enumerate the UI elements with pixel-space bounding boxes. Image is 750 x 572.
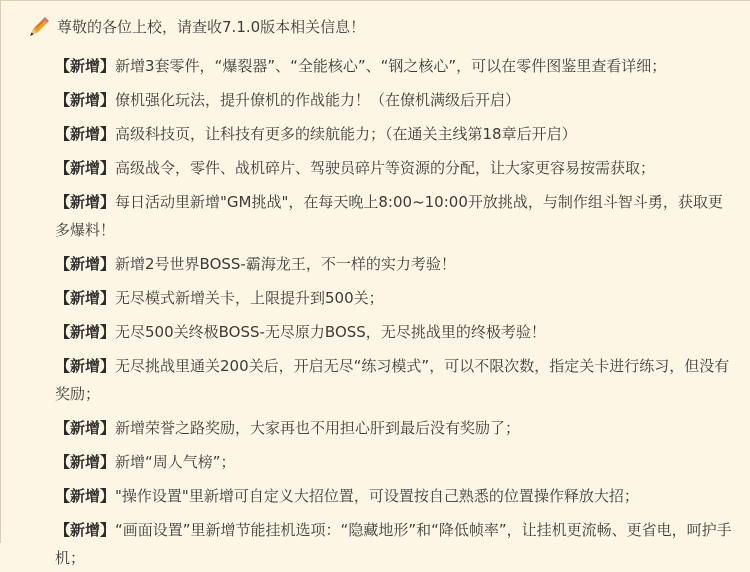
- item-tag: 【新增】: [55, 159, 116, 177]
- list-item: [55, 154, 736, 182]
- list-item: [55, 352, 736, 408]
- item-text: 每日活动里新增"GM挑战"，在每天晚上8:00~10:00开放挑战，与制作组斗智斗勇，获取更多爆料！: [55, 193, 723, 239]
- item-text: 高级科技页，让科技有更多的续航能力；（在通关主线第18章后开启）: [115, 125, 577, 143]
- item-tag: 【新增】: [55, 323, 116, 341]
- item-text: “画面设置”里新增节能挂机选项：“隐藏地形”和“降低帧率”，让挂机更流畅、更省电，呵护手机；: [55, 521, 732, 567]
- list-item: [55, 52, 736, 80]
- pencil-icon: [27, 15, 51, 39]
- item-tag: 【新增】: [55, 357, 116, 375]
- list-item: [55, 284, 736, 312]
- notice-greeting: 尊敬的各位上校，请查收7.1.0版本相关信息！: [57, 18, 366, 36]
- item-text: 无尽模式新增关卡，上限提升到500关；: [115, 289, 384, 307]
- item-text: 僚机强化玩法，提升僚机的作战能力！（在僚机满级后开启）: [115, 91, 521, 109]
- list-item: [55, 188, 736, 244]
- item-tag: 【新增】: [55, 91, 116, 109]
- item-tag: 【新增】: [55, 487, 116, 505]
- item-text: 新增2号世界BOSS-霸海龙王，不一样的实力考验！: [115, 255, 456, 273]
- list-item: [55, 318, 736, 346]
- item-tag: 【新增】: [55, 453, 116, 471]
- list-item: [55, 516, 736, 572]
- item-text: 无尽挑战里通关200关后，开启无尽“练习模式”，可以不限次数，指定关卡进行练习，但没有奖励；: [55, 357, 730, 403]
- list-item: [55, 250, 736, 278]
- list-item: [55, 482, 736, 510]
- list-item: [55, 120, 736, 148]
- item-text: 无尽500关终极BOSS-无尽原力BOSS，无尽挑战里的终极考验！: [115, 323, 546, 341]
- update-list: [27, 52, 736, 572]
- list-item: [55, 448, 736, 476]
- item-tag: 【新增】: [55, 419, 116, 437]
- item-tag: 【新增】: [55, 289, 116, 307]
- item-tag: 【新增】: [55, 521, 116, 539]
- list-item: [55, 86, 736, 114]
- item-text: 新增3套零件，“爆裂器”、“全能核心”、“钢之核心”，可以在零件图鉴里查看详细；: [115, 57, 667, 75]
- item-text: "操作设置"里新增可自定义大招位置，可设置按自己熟悉的位置操作释放大招；: [115, 487, 639, 505]
- item-tag: 【新增】: [55, 125, 116, 143]
- notice-header: [27, 15, 736, 39]
- item-text: 新增荣誉之路奖励，大家再也不用担心肝到最后没有奖励了；: [115, 419, 521, 437]
- item-tag: 【新增】: [55, 193, 116, 211]
- item-tag: 【新增】: [55, 255, 116, 273]
- item-text: 高级战令，零件、战机碎片、驾驶员碎片等资源的分配，让大家更容易按需获取；: [115, 159, 656, 177]
- item-tag: 【新增】: [55, 57, 116, 75]
- list-item: [55, 414, 736, 442]
- item-text: 新增“周人气榜”；: [115, 453, 236, 471]
